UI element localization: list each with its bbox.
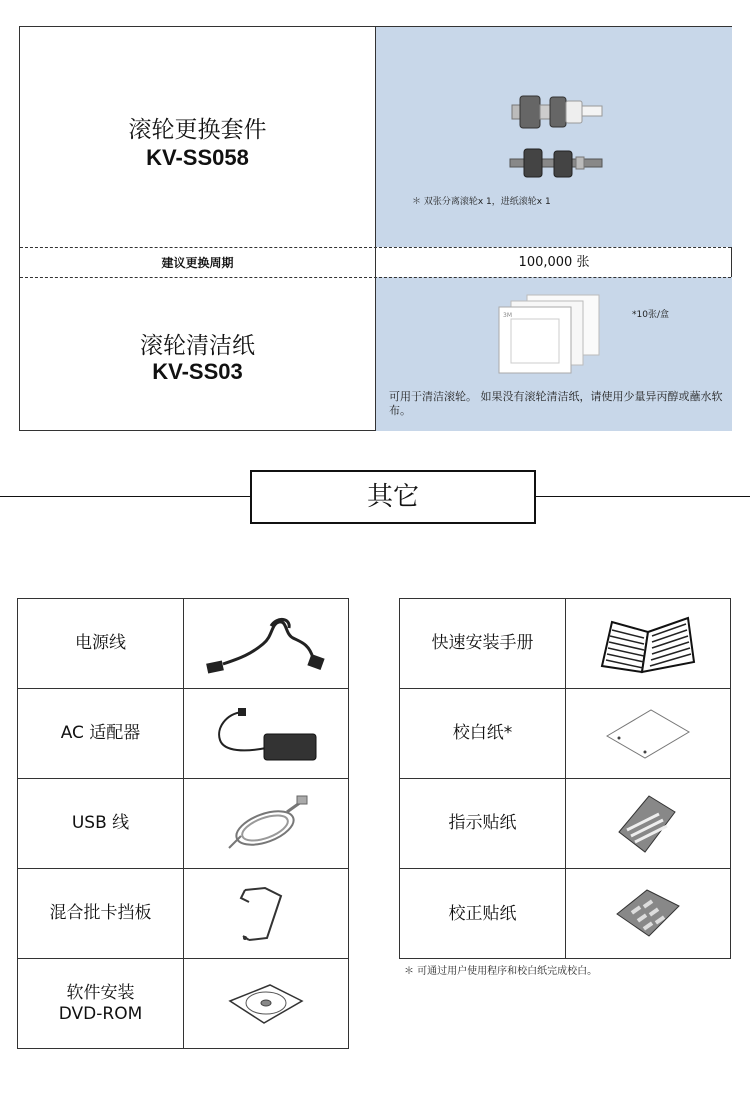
accessory-label: 校白纸* (400, 689, 566, 778)
replacement-value: 100,000 张 (518, 255, 590, 270)
accessories-left-table (17, 598, 349, 1049)
table-row (400, 689, 730, 779)
svg-text:3M: 3M (503, 312, 512, 319)
table-row (18, 869, 348, 959)
card-guide-icon (231, 882, 301, 946)
table-row (400, 779, 730, 869)
roller-kit-code: KV-SS058 (146, 145, 249, 170)
calibration-sticker-icon (613, 886, 683, 942)
accessory-label: 混合批卡挡板 (18, 869, 184, 958)
accessories-right-table (399, 598, 731, 959)
dashed-divider (20, 277, 731, 278)
usb-cable-icon (221, 792, 311, 856)
power-cord-icon (201, 614, 331, 674)
footnote: ＊ 可通过用户使用程序和校白纸完成校白。 (404, 966, 598, 977)
cleaning-paper-icon (497, 293, 609, 375)
column-divider (375, 27, 376, 430)
cleaning-paper-name: 滚轮清洁纸 (140, 333, 255, 359)
accessory-label-line2: DVD-ROM (58, 1004, 143, 1024)
cleaning-paper-box-note: *10张/盒 (632, 310, 669, 320)
table-row (18, 599, 348, 689)
roller-kit-note: ＊ 双张分离滚轮x 1，进纸滚轮x 1 (412, 197, 551, 207)
table-row (18, 959, 348, 1049)
accessory-label: AC 适配器 (18, 689, 184, 778)
ac-adapter-icon (206, 704, 326, 764)
section-rule-left (0, 496, 250, 497)
table-row (18, 779, 348, 869)
dvd-rom-icon (226, 979, 306, 1029)
manual-book-icon (598, 614, 698, 674)
accessory-label (18, 959, 184, 1049)
accessory-label: USB 线 (18, 779, 184, 868)
white-sheet-icon (603, 706, 693, 762)
dashed-divider (20, 247, 731, 248)
cleaning-paper-note: 可用于清洁滚轮。 如果没有滚轮清洁纸，请使用少量异丙醇或蘸水软布。 (389, 390, 723, 417)
accessory-label: 电源线 (18, 599, 184, 688)
cleaning-paper-code: KV-SS03 (152, 359, 243, 384)
accessory-label: 指示贴纸 (400, 779, 566, 868)
indicator-sticker-icon (613, 792, 683, 856)
table-row (18, 689, 348, 779)
replacement-label: 建议更换周期 (161, 256, 234, 270)
accessory-label: 快速安装手册 (400, 599, 566, 688)
section-title: 其它 (250, 470, 536, 524)
table-row (400, 599, 730, 689)
accessory-label: 校正贴纸 (400, 869, 566, 959)
table-row (400, 869, 730, 959)
accessory-label-line1: 软件安装 (66, 983, 135, 1003)
roller-kit-name: 滚轮更换套件 (128, 117, 267, 143)
section-rule-right (536, 496, 750, 497)
consumables-table (19, 26, 732, 431)
roller-kit-icon (506, 91, 606, 187)
